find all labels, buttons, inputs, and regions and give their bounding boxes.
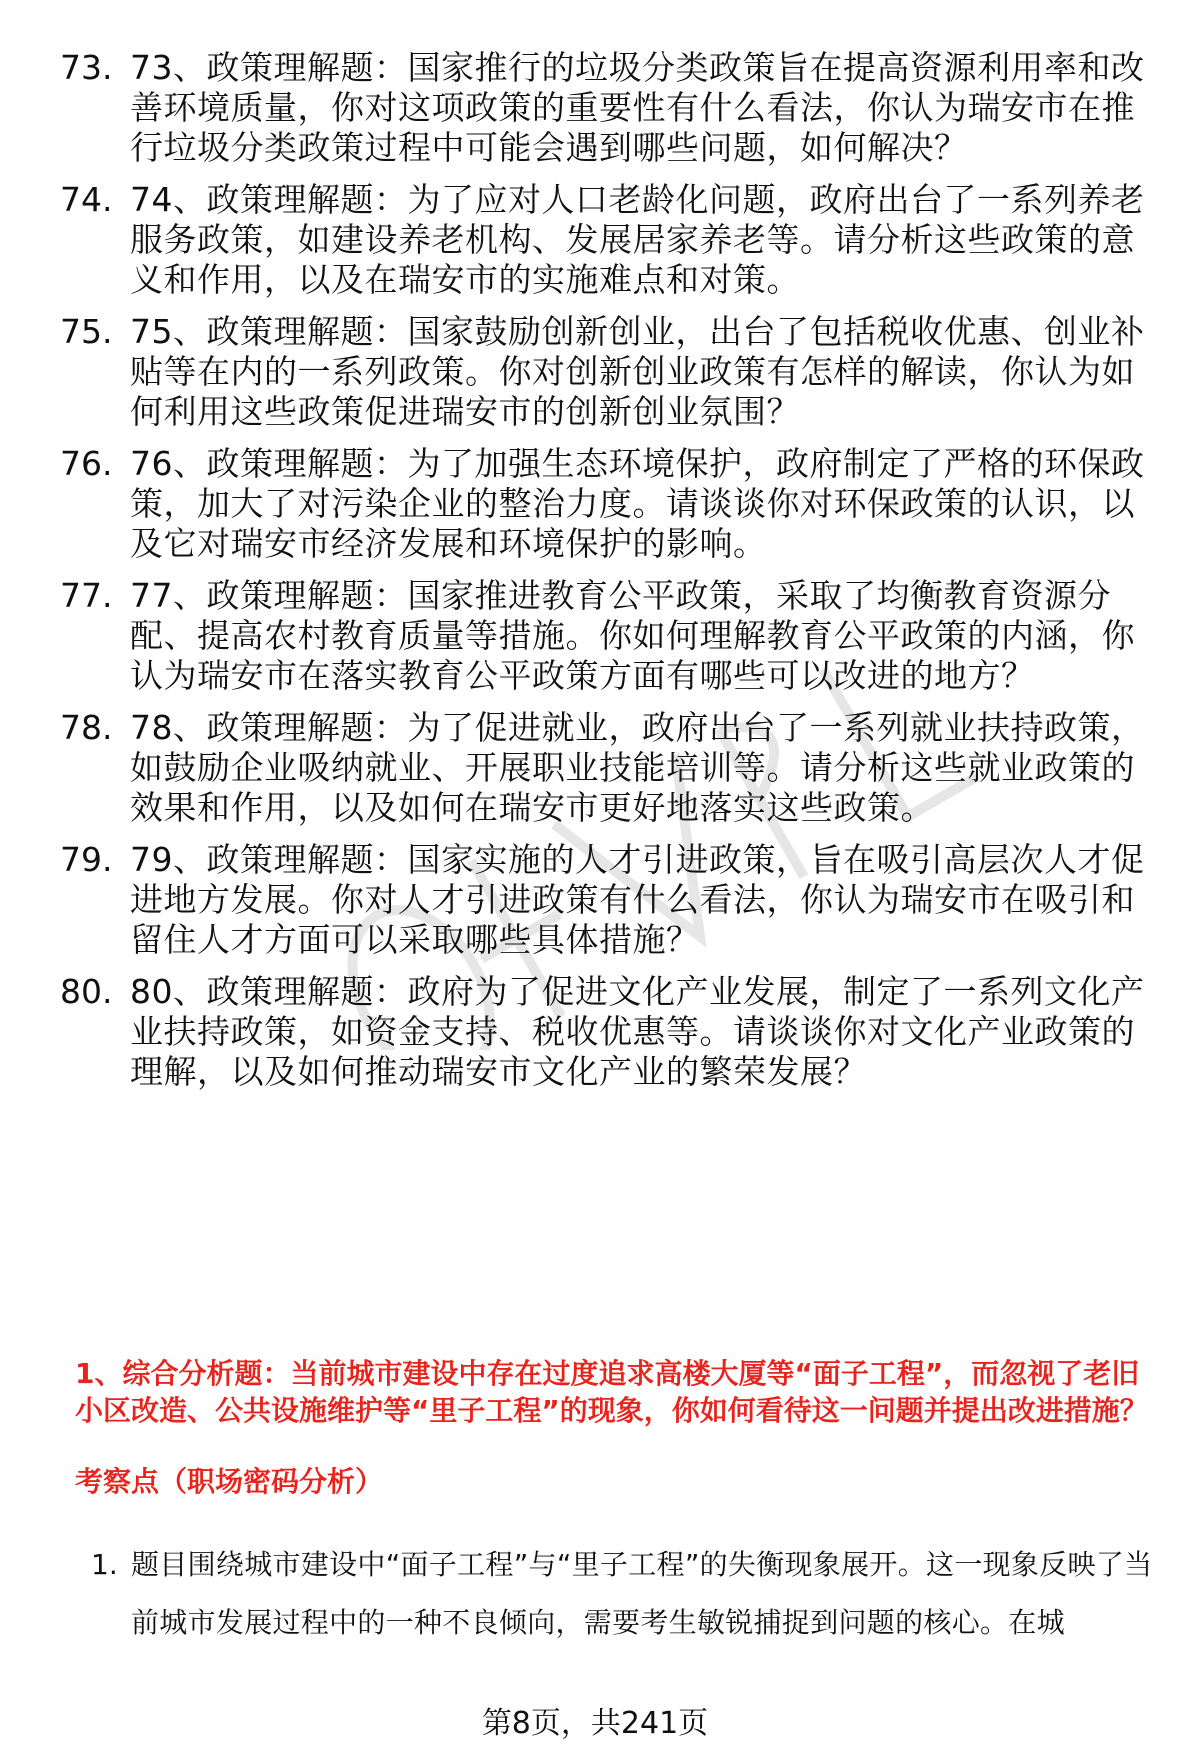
question-number: 76. [60,444,113,483]
question-text: 76、政策理解题：为了加强生态环境保护，政府制定了严格的环保政策，加大了对污染企业的整治力度。请谈谈你对环保政策的认识，以及它对瑞安市经济发展和环境保护的影响。 [130,444,1145,563]
question-item [60,576,1160,696]
point-number: 1. [91,1548,118,1581]
question-item [60,444,1160,564]
question-number: 74. [60,180,113,219]
question-item [60,180,1160,300]
question-item [60,972,1160,1092]
question-list [60,48,1160,1104]
question-item [60,312,1160,432]
question-text: 78、政策理解题：为了促进就业，政府出台了一系列就业扶持政策，如鼓励企业吸纳就业、开展职业技能培训等。请分析这些就业政策的效果和作用，以及如何在瑞安市更好地落实这些政策。 [130,708,1145,827]
question-text: 75、政策理解题：国家鼓励创新创业，出台了包括税收优惠、创业补贴等在内的一系列政策。你对创新创业政策有怎样的解读，你认为如何利用这些政策促进瑞安市的创新创业氛围？ [130,312,1145,431]
analysis-point [91,1536,1155,1652]
question-number: 78. [60,708,113,747]
analysis-question: 1、综合分析题：当前城市建设中存在过度追求高楼大厦等“面子工程”，而忽视了老旧小区改造、公共设施维护等“里子工程”的现象，你如何看待这一问题并提出改进措施？ [75,1357,1148,1427]
analysis-section [75,1355,1155,1652]
point-text: 题目围绕城市建设中“面子工程”与“里子工程”的失衡现象展开。这一现象反映了当前城市发展过程中的一种不良倾向，需要考生敏锐捕捉到问题的核心。在城 [131,1548,1153,1639]
question-text: 79、政策理解题：国家实施的人才引进政策，旨在吸引高层次人才促进地方发展。你对人才引进政策有什么看法，你认为瑞安市在吸引和留住人才方面可以采取哪些具体措施？ [130,840,1145,959]
page-footer: 第8页，共241页 [481,1706,709,1741]
question-item [60,48,1160,168]
question-item [60,708,1160,828]
analysis-heading: 考察点（职场密码分析） [75,1465,384,1498]
question-number: 79. [60,840,113,879]
question-text: 77、政策理解题：国家推进教育公平政策，采取了均衡教育资源分配、提高农村教育质量等措施。你如何理解教育公平政策的内涵，你认为瑞安市在落实教育公平政策方面有哪些可以改进的地方？ [130,576,1135,695]
question-number: 80. [60,972,113,1011]
question-text: 74、政策理解题：为了应对人口老龄化问题，政府出台了一系列养老服务政策，如建设养老机构、发展居家养老等。请分析这些政策的意义和作用，以及在瑞安市的实施难点和对策。 [130,180,1145,299]
question-number: 73. [60,48,113,87]
question-number: 75. [60,312,113,351]
question-number: 77. [60,576,113,615]
question-item [60,840,1160,960]
question-text: 73、政策理解题：国家推行的垃圾分类政策旨在提高资源利用率和改善环境质量，你对这项政策的重要性有什么看法，你认为瑞安市在推行垃圾分类政策过程中可能会遇到哪些问题，如何解决？ [130,48,1145,167]
question-text: 80、政策理解题：政府为了促进文化产业发展，制定了一系列文化产业扶持政策，如资金支持、税收优惠等。请谈谈你对文化产业政策的理解，以及如何推动瑞安市文化产业的繁荣发展？ [130,972,1145,1091]
